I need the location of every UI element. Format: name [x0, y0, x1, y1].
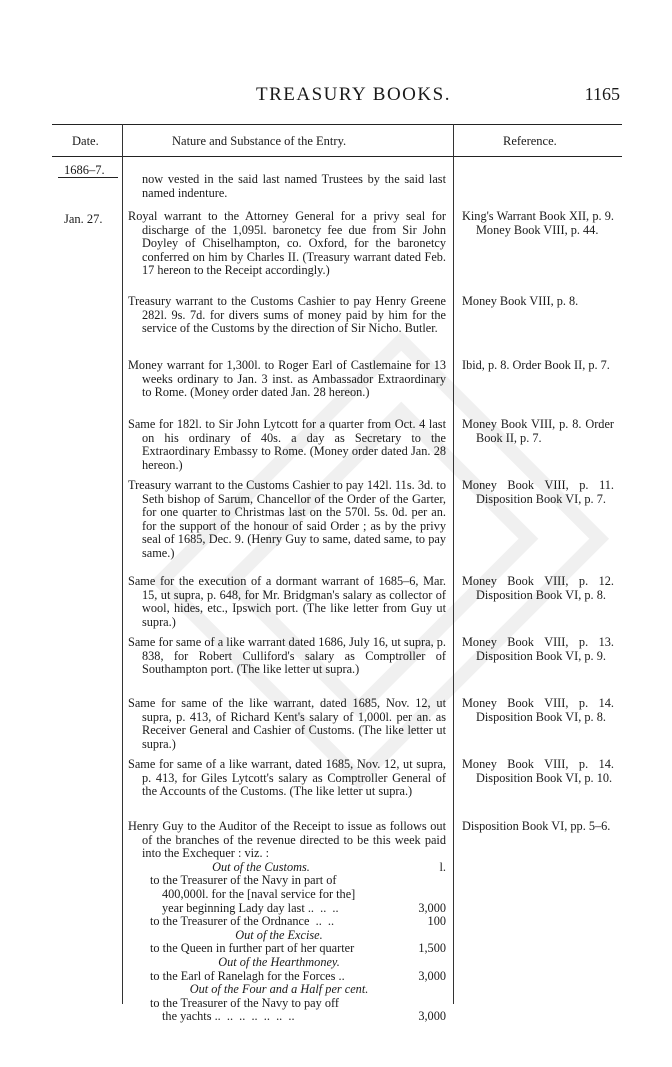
entry-ref: King's Warrant Book XII, p. 9. Money Book VIII, p. 44. — [462, 209, 614, 237]
amount: 1,500 — [418, 941, 446, 956]
issue-line — [142, 888, 446, 902]
entry-8 — [128, 697, 446, 751]
amount: 100 — [427, 914, 446, 929]
line-text: 400,000l. for the [naval service for the] — [162, 886, 356, 901]
entry-ref: Money Book VIII, p. 13. Disposition Book VI, p. 9. — [462, 635, 614, 663]
column-head-reference: Reference. — [503, 134, 557, 148]
issue-line — [142, 874, 446, 888]
line-text: to the Queen in further part of her quarter — [150, 941, 355, 956]
date-year: 1686–7. — [64, 163, 105, 177]
issue-line — [142, 997, 446, 1011]
heading-four-and-a-half: Out of the Four and a Half per cent. — [189, 982, 369, 997]
amount: 3,000 — [418, 968, 446, 983]
entry-5 — [128, 479, 446, 561]
amount: 3,000 — [418, 1009, 446, 1024]
column-divider-reference — [453, 124, 454, 1004]
entry-4 — [128, 418, 446, 472]
issue-line: to the Treasurer of the Ordnance .. .. 100 — [150, 914, 446, 929]
entry-1-ref — [462, 210, 614, 237]
entry-7-ref — [462, 636, 614, 663]
entry-6 — [128, 575, 446, 629]
line-text: to the Treasurer of the Navy in part of — [150, 873, 337, 888]
entry-ref: Money Book VIII, p. 8. Order Book II, p. 7. — [462, 417, 614, 445]
date-day: Jan. 27. — [64, 212, 103, 226]
line-text: to the Earl of Ranelagh for the Forces — [150, 968, 336, 983]
issue-list — [128, 861, 446, 1024]
line-text: to the Treasurer of the Navy to pay off — [150, 995, 339, 1010]
entry-ref: Money Book VIII, p. 11. Disposition Book VI, p. 7. — [462, 478, 614, 506]
column-divider-date — [122, 124, 123, 1004]
line-text: to the Treasurer of the Ordnance — [150, 914, 310, 929]
entry-text: Treasury warrant to the Customs Cashier to pay Henry Greene 282l. 9s. 7d. for divers sums of money paid by him for the service of the Customs by the direction of Sir Nicho. Butler. — [128, 294, 446, 336]
issue-heading-row — [142, 861, 446, 875]
unit-label: l. — [439, 859, 446, 874]
column-head-nature: Nature and Substance of the Entry. — [172, 134, 347, 148]
issue-line: to the Earl of Ranelagh for the Forces .. 3,000 — [150, 968, 446, 983]
entry-9-ref — [462, 758, 614, 785]
entry-text: Same for 182l. to Sir John Lytcott for a quarter from Oct. 4 last on his ordinary of 40s. a day as Secretary to the Extraordinary Embassy to Rome. (Money order dated Jan. 28 hereon.) — [128, 417, 446, 472]
issue-line: the yachts .. .. .. .. .. .. .. 3,000 — [162, 1009, 446, 1024]
entry-ref: Ibid, p. 8. Order Book II, p. 7. — [462, 358, 610, 372]
entry-text: Money warrant for 1,300l. to Roger Earl of Castlemaine for 13 weeks ordinary to Jan. 3 inst. as Ambassador Extraordinary to Rome. (Money order dated Jan. 28 hereon.) — [128, 358, 446, 400]
entry-5-ref — [462, 479, 614, 506]
issue-heading-row — [142, 929, 446, 943]
entry-3 — [128, 359, 446, 400]
line-text: the yachts — [162, 1009, 212, 1024]
entry-intro: Henry Guy to the Auditor of the Receipt to issue as follows out of the branches of the revenue directed to be this week paid into the Exchequer : viz. : — [128, 819, 446, 861]
issue-heading-row — [142, 956, 446, 970]
entry-text: Same for same of the like warrant, dated 1685, Nov. 12, ut supra, p. 413, of Richard Kent's salary of 1,000l. per an. as Receiver General and Cashier of Customs. (The like letter ut supra.) — [128, 696, 446, 751]
top-rule — [52, 124, 622, 125]
page-header — [0, 84, 672, 108]
heading-hearthmoney: Out of the Hearthmoney. — [218, 954, 340, 969]
entry-10 — [128, 820, 446, 1024]
entry-1 — [128, 210, 446, 278]
column-head-date: Date. — [72, 134, 99, 148]
issue-line — [142, 942, 446, 956]
amount: 3,000 — [418, 900, 446, 915]
entry-3-ref — [462, 359, 614, 373]
entry-text: Treasury warrant to the Customs Cashier to pay 142l. 11s. 3d. to Seth bishop of Sarum, Chancellor of the Order of the Garter, for one quarter to Christmas last on the 570l. 5s. 0d. per an. for the support of the honour of said Order ; as by the privy seal of 1685, Dec. 9. (Henry Guy to same, dated same, to pay same.) — [128, 478, 446, 560]
entry-6-ref — [462, 575, 614, 602]
issue-heading-row — [142, 983, 446, 997]
entry-8-ref — [462, 697, 614, 724]
entry-text: Royal warrant to the Attorney General for a privy seal for discharge of the 1,095l. baronetcy fee due from Sir John Doyley of Chiselhampton, co. Oxford, for the baronetcy conferred on him by Charles II. (Treasury warrant dated Feb. 17 hereon to the Receipt accordingly.) — [128, 209, 446, 278]
entry-7 — [128, 636, 446, 677]
entry-ref: Money Book VIII, p. 14. Disposition Book VI, p. 10. — [462, 757, 614, 785]
entry-9 — [128, 758, 446, 799]
entry-ref: Money Book VIII, p. 8. — [462, 294, 579, 308]
heading-excise: Out of the Excise. — [235, 927, 323, 942]
year-underline — [58, 177, 118, 178]
entry-2 — [128, 295, 446, 336]
entry-text: Same for the execution of a dormant warrant of 1685–6, Mar. 15, ut supra, p. 648, for Mr. Bridgman's salary as collector of wool, hides, etc., Ipswich port. (The like letter from Guy ut supra.) — [128, 574, 446, 629]
entry-ref: Money Book VIII, p. 12. Disposition Book VI, p. 8. — [462, 574, 614, 602]
entry-ref: Disposition Book VI, pp. 5–6. — [462, 819, 611, 833]
running-title: TREASURY BOOKS. — [256, 84, 451, 105]
page-number: 1165 — [584, 84, 620, 104]
continuation-text — [128, 173, 446, 200]
entry-ref: Money Book VIII, p. 14. Disposition Book VI, p. 8. — [462, 696, 614, 724]
entry-2-ref — [462, 295, 614, 309]
header-rule — [52, 156, 622, 157]
issue-line: year beginning Lady day last .. .. .. 3,000 — [162, 900, 446, 915]
line-text: year beginning Lady day last — [162, 900, 305, 915]
entry-4-ref — [462, 418, 614, 445]
continuation-para: now vested in the said last named Trustees by the said last named indenture. — [142, 172, 446, 200]
entry-text: Same for same of a like warrant, dated 1685, Nov. 12, ut supra, p. 413, for Giles Lytcott's salary as Comptroller General of the Accounts of the Customs. (The like letter ut supra.) — [128, 757, 446, 799]
entry-text: Same for same of a like warrant dated 1686, July 16, ut supra, p. 838, for Robert Culliford's salary as Comptroller of Southampton port. (The like letter ut supra.) — [128, 635, 446, 677]
entry-10-ref — [462, 820, 614, 834]
heading-customs: Out of the Customs. — [212, 859, 310, 874]
